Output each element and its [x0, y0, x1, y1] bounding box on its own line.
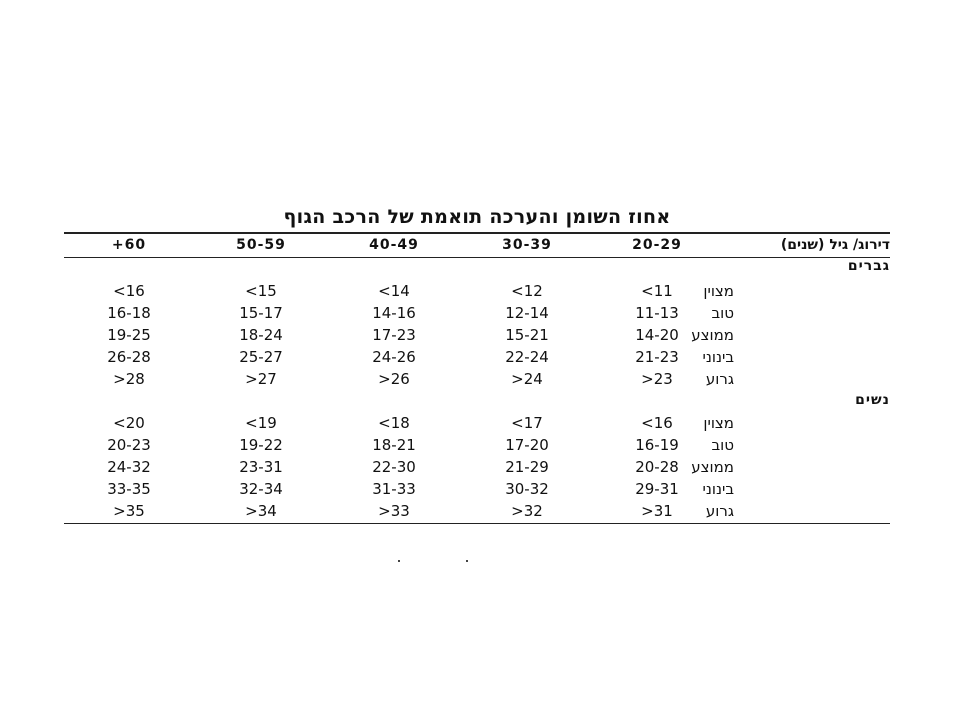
header-rating-age: דירוג/ גיל (שנים) — [780, 237, 890, 253]
row-label: בינוני — [702, 480, 734, 498]
table-cell: 20-28 — [635, 458, 679, 476]
table-cell: 26-28 — [107, 348, 151, 366]
table-cell: <16 — [641, 414, 673, 432]
table-cell: 22-24 — [505, 348, 549, 366]
row-label: מצוין — [703, 414, 734, 432]
table-cell: 23-31 — [239, 458, 283, 476]
bottom-rule — [64, 523, 890, 524]
row-label: גרוע — [705, 502, 734, 520]
header-age-60-plus: +60 — [111, 237, 147, 253]
row-label: גרוע — [705, 370, 734, 388]
table-cell: >26 — [378, 370, 410, 388]
table-cell: <12 — [511, 282, 543, 300]
stray-mark-left — [398, 560, 400, 562]
row-label: מצוין — [703, 282, 734, 300]
header-age-50-59: 50-59 — [236, 237, 286, 253]
row-label: טוב — [711, 304, 734, 322]
table-cell: >28 — [113, 370, 145, 388]
table-cell: 24-26 — [372, 348, 416, 366]
table-cell: >31 — [641, 502, 673, 520]
table-cell: 15-17 — [239, 304, 283, 322]
table-cell: 19-22 — [239, 436, 283, 454]
table-cell: <15 — [245, 282, 277, 300]
table-cell: 29-31 — [635, 480, 679, 498]
table-cell: <18 — [378, 414, 410, 432]
table-cell: 15-21 — [505, 326, 549, 344]
header-age-40-49: 40-49 — [369, 237, 419, 253]
table-cell: <14 — [378, 282, 410, 300]
table-cell: 30-32 — [505, 480, 549, 498]
table-cell: >32 — [511, 502, 543, 520]
table-cell: 21-23 — [635, 348, 679, 366]
table-cell: 21-29 — [505, 458, 549, 476]
row-label: ממוצע — [691, 326, 734, 344]
table-cell: 16-18 — [107, 304, 151, 322]
table-cell: 22-30 — [372, 458, 416, 476]
table-cell: >35 — [113, 502, 145, 520]
table-title: אחוז השומן והערכה תואמת של הרכב הגוף — [283, 206, 671, 228]
table-cell: 11-13 — [635, 304, 679, 322]
table-cell: 33-35 — [107, 480, 151, 498]
table-cell: 18-24 — [239, 326, 283, 344]
table-cell: 31-33 — [372, 480, 416, 498]
stray-mark-right — [466, 560, 468, 562]
header-age-20-29: 20-29 — [632, 237, 682, 253]
row-label: ממוצע — [691, 458, 734, 476]
group-title-women: נשים — [855, 392, 890, 408]
table-cell: 14-20 — [635, 326, 679, 344]
header-age-30-39: 30-39 — [502, 237, 552, 253]
table-cell: <19 — [245, 414, 277, 432]
table-cell: 17-20 — [505, 436, 549, 454]
table-cell: 20-23 — [107, 436, 151, 454]
table-cell: 18-21 — [372, 436, 416, 454]
table-cell: 12-14 — [505, 304, 549, 322]
table-cell: >27 — [245, 370, 277, 388]
table-cell: >34 — [245, 502, 277, 520]
table-cell: <16 — [113, 282, 145, 300]
table-cell: 32-34 — [239, 480, 283, 498]
table-cell: >33 — [378, 502, 410, 520]
table-cell: <17 — [511, 414, 543, 432]
header-rule — [64, 257, 890, 258]
table-cell: >24 — [511, 370, 543, 388]
table-cell: <20 — [113, 414, 145, 432]
table-cell: <11 — [641, 282, 673, 300]
table-cell: 16-19 — [635, 436, 679, 454]
table-cell: >23 — [641, 370, 673, 388]
group-title-men: גברים — [847, 258, 890, 274]
table-cell: 19-25 — [107, 326, 151, 344]
table-cell: 25-27 — [239, 348, 283, 366]
table-cell: 24-32 — [107, 458, 151, 476]
table-cell: 17-23 — [372, 326, 416, 344]
row-label: בינוני — [702, 348, 734, 366]
table-cell: 14-16 — [372, 304, 416, 322]
row-label: טוב — [711, 436, 734, 454]
